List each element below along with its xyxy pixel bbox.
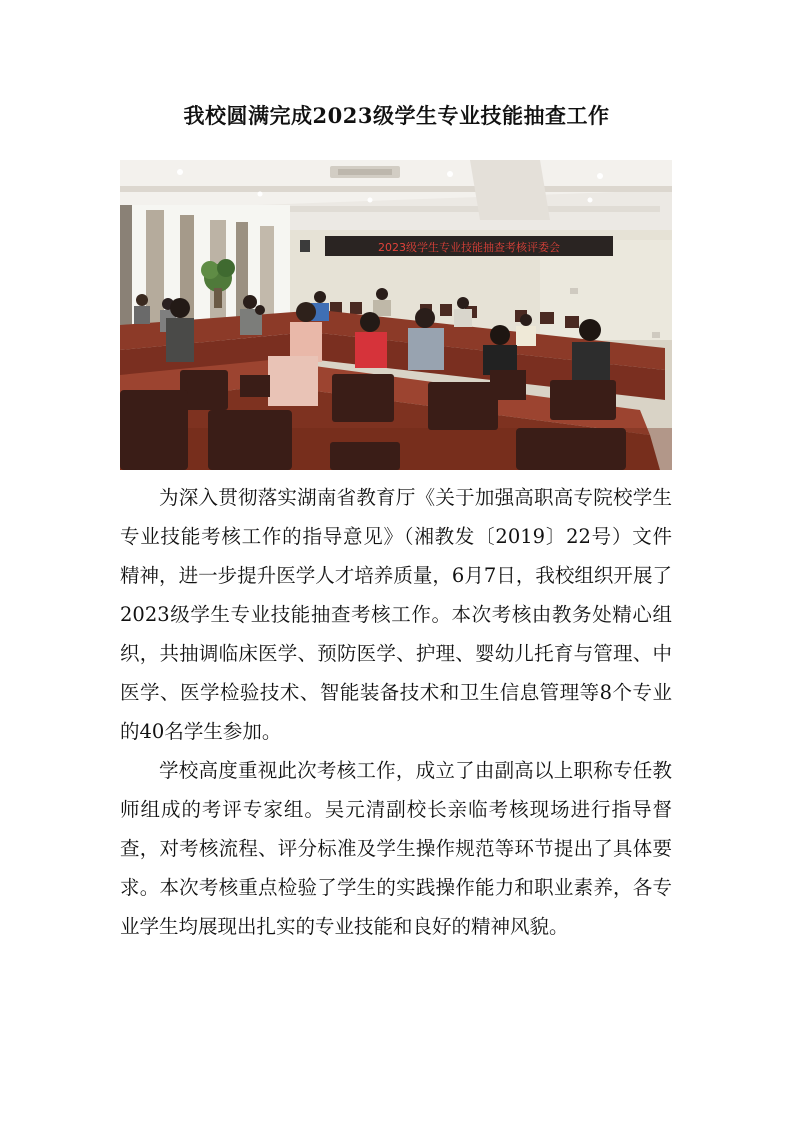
paragraph-2: 学校高度重视此次考核工作，成立了由副高以上职称专任教师组成的考评专家组。吴元清副校长亲临考核现场进行指导督查，对考核流程、评分标准及学生操作规范等环节提出了具体要求。本次考核重点检验了学生的实践操作能力和职业素养，各专业学生均展现出扎实的专业技能和良好的精神风貌。 (120, 759, 672, 938)
article-body (120, 478, 672, 946)
banner-text: 2023级学生专业技能抽查考核评委会 (378, 241, 560, 254)
document-title: 我校圆满完成2023级学生专业技能抽查工作 (183, 103, 610, 128)
meeting-photo (120, 160, 672, 470)
paragraph-1: 为深入贯彻落实湖南省教育厅《关于加强高职高专院校学生专业技能考核工作的指导意见》（湘教发〔2019〕22号）文件精神，进一步提升医学人才培养质量，6月7日，我校组织开展了2023级学生专业技能抽查考核工作。本次考核由教务处精心组织，共抽调临床医学、预防医学、护理、婴幼儿托育与管理、中医学、医学检验技术、智能装备技术和卫生信息管理等8个专业的40名学生参加。 (120, 486, 672, 743)
